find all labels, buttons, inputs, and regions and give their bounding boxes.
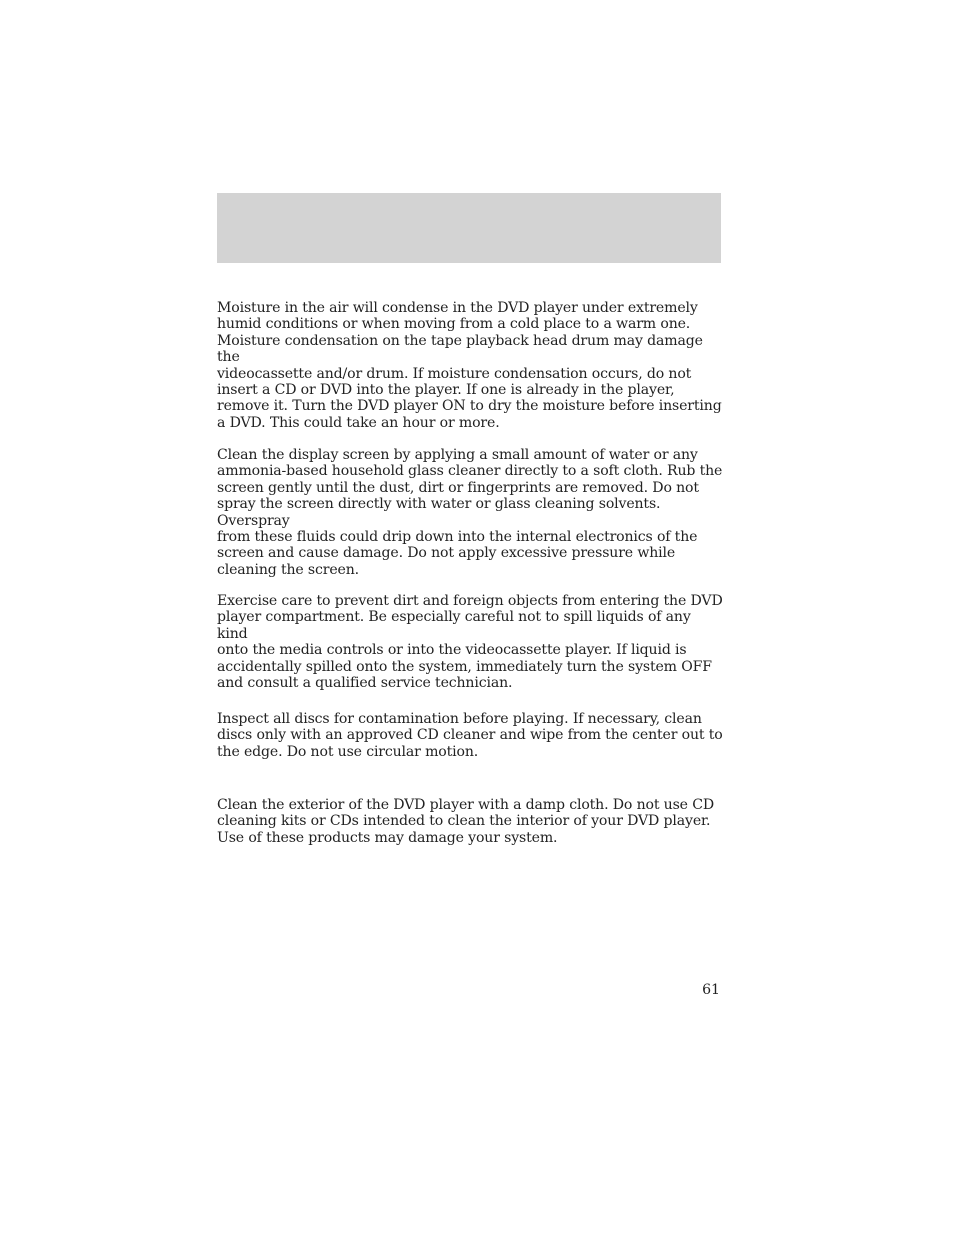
paragraph-disc-inspection: Inspect all discs for contamination before playing. If necessary, clean discs only with an approved CD cleaner and wipe from the center out to the edge. Do not use circular motion. xyxy=(217,711,723,760)
page-number: 61 xyxy=(702,982,720,998)
paragraph-moisture-condensation: Moisture in the air will condense in the DVD player under extremely humid conditions or when moving from a cold place to a warm one. Moisture condensation on the tape playback head drum may damage the videocassette and/or drum. If moisture condensation occurs, do not insert a CD or DVD into the player. If one is already in the player, remove it. Turn the DVD player ON to dry the moisture before inserting a DVD. This could take an hour or more. xyxy=(217,300,722,431)
paragraph-display-screen-cleaning: Clean the display screen by applying a small amount of water or any ammonia-based household glass cleaner directly to a soft cloth. Rub the screen gently until the dust, dirt or fingerprints are removed. Do not spray the screen directly with water or glass cleaning solvents. Overspray from these fluids could drip down into the internal electronics of the screen and cause damage. Do not apply excessive pressure while cleaning the screen. xyxy=(217,447,723,578)
header-band xyxy=(217,193,721,263)
paragraph-exterior-cleaning: Clean the exterior of the DVD player with a damp cloth. Do not use CD cleaning kits or CDs intended to clean the interior of your DVD player. Use of these products may damage your system. xyxy=(217,797,714,846)
paragraph-foreign-objects: Exercise care to prevent dirt and foreign objects from entering the DVD player compartment. Be especially careful not to spill liquids of any kind onto the media controls or into the videocassette player. If liquid is accidentally spilled onto the system, immediately turn the system OFF and consult a qualified service technician. xyxy=(217,593,723,692)
